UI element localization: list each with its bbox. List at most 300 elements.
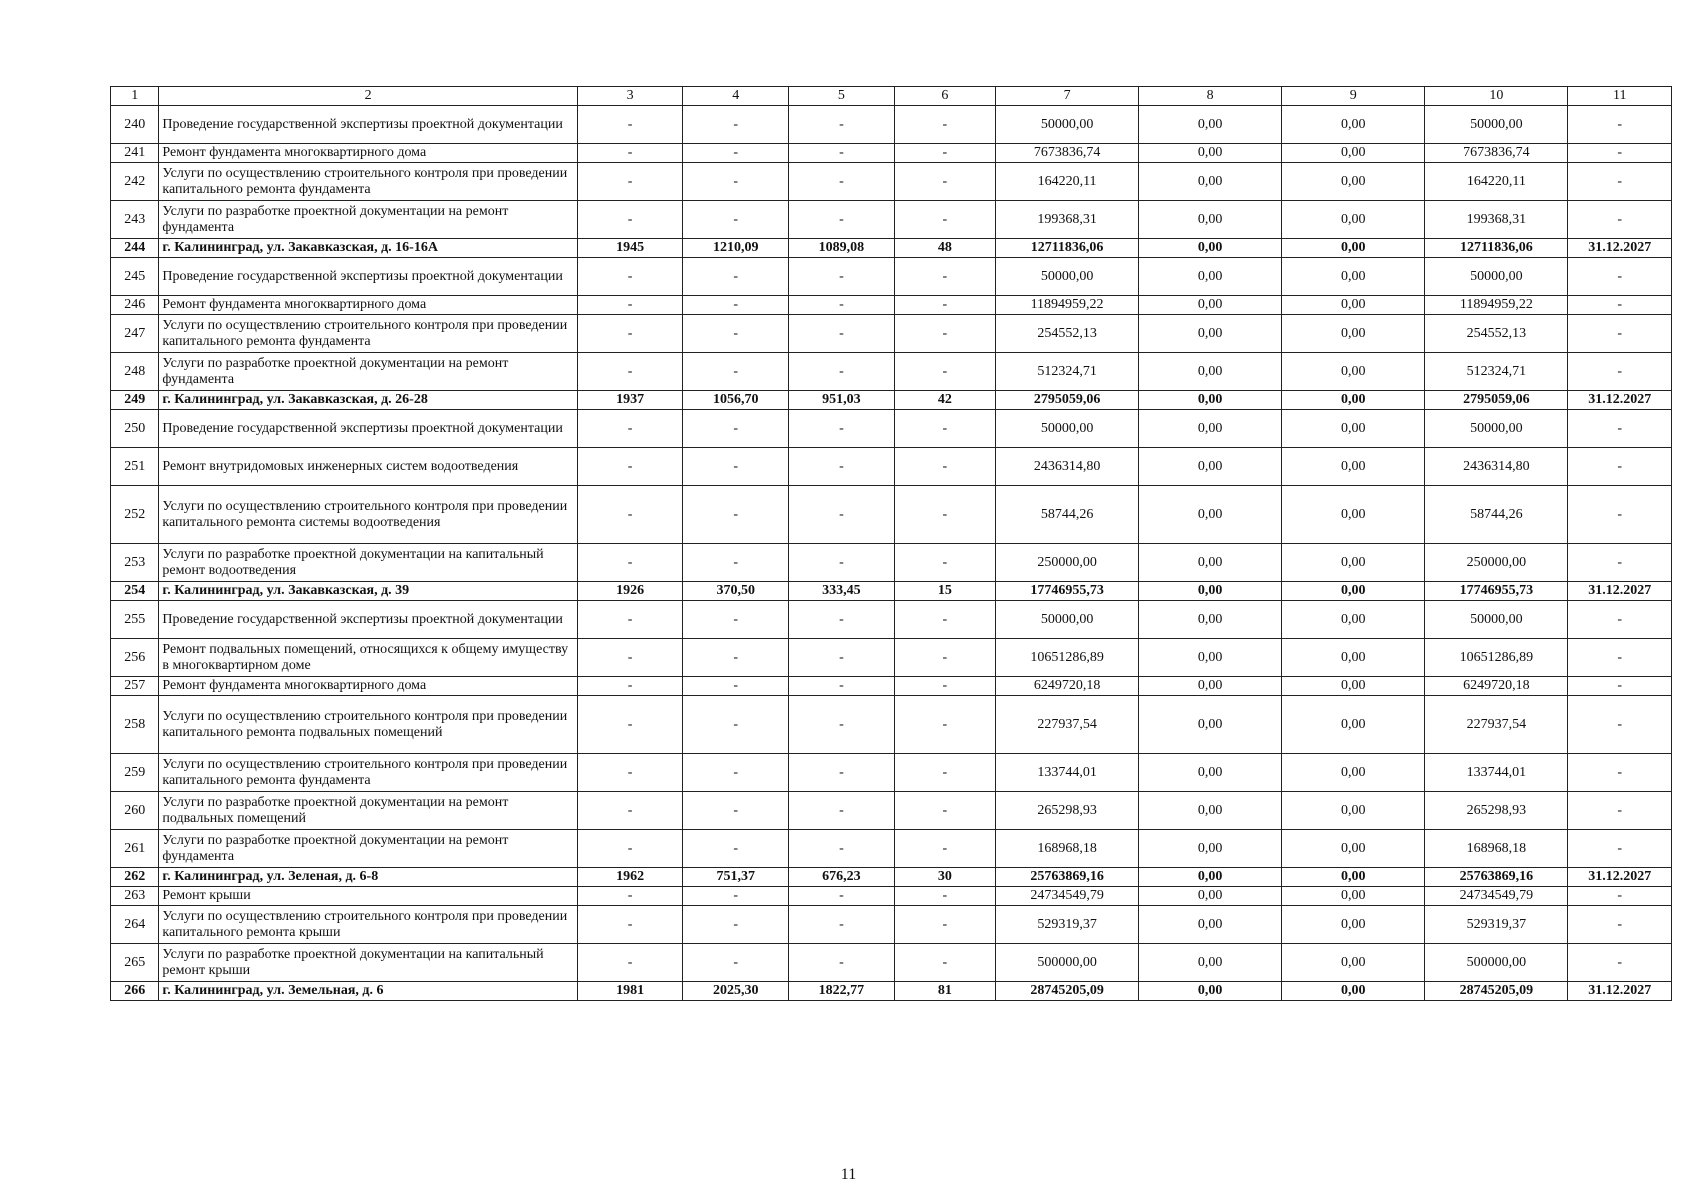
item-name: Ремонт внутридомовых инженерных систем водоотведения	[159, 448, 577, 486]
row-number: 249	[111, 391, 159, 410]
cost-col8-cell: 0,00	[1139, 696, 1282, 754]
cost-col8-cell: 0,00	[1139, 754, 1282, 792]
residents-cell: -	[894, 410, 995, 448]
work-item-row	[111, 106, 1672, 144]
area-living-cell: -	[789, 906, 895, 944]
deadline-cell: -	[1568, 353, 1672, 391]
year-cell: -	[577, 315, 683, 353]
row-number: 254	[111, 582, 159, 601]
deadline-cell: -	[1568, 792, 1672, 830]
row-number: 240	[111, 106, 159, 144]
cost-col8-cell: 0,00	[1139, 486, 1282, 544]
item-name: Услуги по осуществлению строительного контроля при проведении капитального ремонта системы водоотведения	[159, 486, 577, 544]
cost-col10-cell: 227937,54	[1425, 696, 1568, 754]
row-number: 258	[111, 696, 159, 754]
cost-col9-cell: 0,00	[1282, 106, 1425, 144]
cost-col10-cell: 199368,31	[1425, 201, 1568, 239]
row-number: 265	[111, 944, 159, 982]
item-name: Услуги по осуществлению строительного контроля при проведении капитального ремонта крыши	[159, 906, 577, 944]
area-total-cell: -	[683, 201, 789, 239]
work-item-row	[111, 296, 1672, 315]
row-number: 261	[111, 830, 159, 868]
residents-cell: -	[894, 258, 995, 296]
cost-col9-cell: 0,00	[1282, 944, 1425, 982]
cost-col10-cell: 529319,37	[1425, 906, 1568, 944]
column-header-2: 2	[159, 87, 577, 106]
row-number: 257	[111, 677, 159, 696]
item-name: Ремонт фундамента многоквартирного дома	[159, 296, 577, 315]
address-row	[111, 582, 1672, 601]
deadline-cell: 31.12.2027	[1568, 982, 1672, 1001]
column-header-6: 6	[894, 87, 995, 106]
work-item-row	[111, 486, 1672, 544]
deadline-cell: -	[1568, 296, 1672, 315]
cost-col9-cell: 0,00	[1282, 601, 1425, 639]
cost-col10-cell: 28745205,09	[1425, 982, 1568, 1001]
row-number: 241	[111, 144, 159, 163]
area-total-cell: 1056,70	[683, 391, 789, 410]
area-living-cell: -	[789, 696, 895, 754]
area-total-cell: -	[683, 353, 789, 391]
area-total-cell: -	[683, 315, 789, 353]
area-living-cell: 1822,77	[789, 982, 895, 1001]
work-item-row	[111, 601, 1672, 639]
cost-col8-cell: 0,00	[1139, 201, 1282, 239]
area-living-cell: -	[789, 639, 895, 677]
year-cell: 1981	[577, 982, 683, 1001]
year-cell: -	[577, 258, 683, 296]
cost-col10-cell: 58744,26	[1425, 486, 1568, 544]
cost-col9-cell: 0,00	[1282, 792, 1425, 830]
total-cost-cell: 2795059,06	[996, 391, 1139, 410]
cost-col10-cell: 11894959,22	[1425, 296, 1568, 315]
work-item-row	[111, 792, 1672, 830]
deadline-cell: -	[1568, 830, 1672, 868]
item-name: Проведение государственной экспертизы проектной документации	[159, 410, 577, 448]
area-total-cell: 751,37	[683, 868, 789, 887]
residents-cell: -	[894, 106, 995, 144]
year-cell: -	[577, 887, 683, 906]
cost-col9-cell: 0,00	[1282, 754, 1425, 792]
address-row	[111, 982, 1672, 1001]
total-cost-cell: 199368,31	[996, 201, 1139, 239]
cost-col10-cell: 12711836,06	[1425, 239, 1568, 258]
cost-col10-cell: 50000,00	[1425, 410, 1568, 448]
column-header-1: 1	[111, 87, 159, 106]
repair-schedule-table	[110, 86, 1672, 1001]
deadline-cell: -	[1568, 201, 1672, 239]
column-header-7: 7	[996, 87, 1139, 106]
deadline-cell: -	[1568, 106, 1672, 144]
address-row	[111, 391, 1672, 410]
residents-cell: -	[894, 201, 995, 239]
area-total-cell: -	[683, 163, 789, 201]
item-name: г. Калининград, ул. Закавказская, д. 39	[159, 582, 577, 601]
area-total-cell: 370,50	[683, 582, 789, 601]
area-living-cell: -	[789, 887, 895, 906]
area-total-cell: -	[683, 106, 789, 144]
deadline-cell: -	[1568, 258, 1672, 296]
total-cost-cell: 2436314,80	[996, 448, 1139, 486]
cost-col10-cell: 168968,18	[1425, 830, 1568, 868]
row-number: 262	[111, 868, 159, 887]
total-cost-cell: 50000,00	[996, 601, 1139, 639]
cost-col10-cell: 17746955,73	[1425, 582, 1568, 601]
column-header-11: 11	[1568, 87, 1672, 106]
cost-col10-cell: 2436314,80	[1425, 448, 1568, 486]
item-name: Проведение государственной экспертизы проектной документации	[159, 258, 577, 296]
area-living-cell: -	[789, 792, 895, 830]
year-cell: 1937	[577, 391, 683, 410]
address-row	[111, 868, 1672, 887]
area-living-cell: -	[789, 601, 895, 639]
deadline-cell: 31.12.2027	[1568, 239, 1672, 258]
work-item-row	[111, 754, 1672, 792]
cost-col10-cell: 133744,01	[1425, 754, 1568, 792]
cost-col8-cell: 0,00	[1139, 144, 1282, 163]
residents-cell: -	[894, 906, 995, 944]
year-cell: 1945	[577, 239, 683, 258]
cost-col9-cell: 0,00	[1282, 906, 1425, 944]
deadline-cell: 31.12.2027	[1568, 582, 1672, 601]
area-living-cell: -	[789, 106, 895, 144]
deadline-cell: -	[1568, 144, 1672, 163]
work-item-row	[111, 448, 1672, 486]
area-living-cell: -	[789, 410, 895, 448]
row-number: 266	[111, 982, 159, 1001]
item-name: Ремонт фундамента многоквартирного дома	[159, 677, 577, 696]
total-cost-cell: 254552,13	[996, 315, 1139, 353]
area-total-cell: -	[683, 696, 789, 754]
item-name: Услуги по разработке проектной документации на ремонт фундамента	[159, 830, 577, 868]
cost-col9-cell: 0,00	[1282, 486, 1425, 544]
deadline-cell: -	[1568, 944, 1672, 982]
area-total-cell: -	[683, 544, 789, 582]
area-living-cell: 333,45	[789, 582, 895, 601]
area-living-cell: -	[789, 486, 895, 544]
area-total-cell: -	[683, 944, 789, 982]
cost-col8-cell: 0,00	[1139, 239, 1282, 258]
residents-cell: -	[894, 677, 995, 696]
residents-cell: -	[894, 315, 995, 353]
area-total-cell: -	[683, 792, 789, 830]
residents-cell: 30	[894, 868, 995, 887]
item-name: Услуги по разработке проектной документации на ремонт фундамента	[159, 201, 577, 239]
cost-col9-cell: 0,00	[1282, 982, 1425, 1001]
row-number: 245	[111, 258, 159, 296]
residents-cell: -	[894, 944, 995, 982]
area-total-cell: -	[683, 906, 789, 944]
column-header-10: 10	[1425, 87, 1568, 106]
area-living-cell: 951,03	[789, 391, 895, 410]
item-name: Ремонт фундамента многоквартирного дома	[159, 144, 577, 163]
item-name: Услуги по осуществлению строительного контроля при проведении капитального ремонта подвальных помещений	[159, 696, 577, 754]
work-item-row	[111, 887, 1672, 906]
total-cost-cell: 28745205,09	[996, 982, 1139, 1001]
cost-col9-cell: 0,00	[1282, 696, 1425, 754]
area-living-cell: -	[789, 258, 895, 296]
area-total-cell: -	[683, 410, 789, 448]
cost-col10-cell: 250000,00	[1425, 544, 1568, 582]
cost-col9-cell: 0,00	[1282, 239, 1425, 258]
column-number-row	[111, 87, 1672, 106]
deadline-cell: -	[1568, 163, 1672, 201]
residents-cell: -	[894, 163, 995, 201]
deadline-cell: -	[1568, 696, 1672, 754]
total-cost-cell: 265298,93	[996, 792, 1139, 830]
area-total-cell: -	[683, 830, 789, 868]
total-cost-cell: 250000,00	[996, 544, 1139, 582]
item-name: г. Калининград, ул. Закавказская, д. 16-16А	[159, 239, 577, 258]
cost-col8-cell: 0,00	[1139, 544, 1282, 582]
cost-col9-cell: 0,00	[1282, 868, 1425, 887]
work-item-row	[111, 677, 1672, 696]
item-name: Услуги по разработке проектной документации на ремонт подвальных помещений	[159, 792, 577, 830]
work-item-row	[111, 906, 1672, 944]
year-cell: -	[577, 639, 683, 677]
row-number: 243	[111, 201, 159, 239]
item-name: Проведение государственной экспертизы проектной документации	[159, 601, 577, 639]
residents-cell: -	[894, 639, 995, 677]
year-cell: 1962	[577, 868, 683, 887]
item-name: Услуги по осуществлению строительного контроля при проведении капитального ремонта фундамента	[159, 754, 577, 792]
item-name: г. Калининград, ул. Зеленая, д. 6-8	[159, 868, 577, 887]
item-name: Проведение государственной экспертизы проектной документации	[159, 106, 577, 144]
year-cell: -	[577, 544, 683, 582]
cost-col8-cell: 0,00	[1139, 887, 1282, 906]
cost-col9-cell: 0,00	[1282, 544, 1425, 582]
area-total-cell: -	[683, 754, 789, 792]
area-living-cell: -	[789, 296, 895, 315]
total-cost-cell: 529319,37	[996, 906, 1139, 944]
cost-col10-cell: 24734549,79	[1425, 887, 1568, 906]
cost-col10-cell: 2795059,06	[1425, 391, 1568, 410]
year-cell: -	[577, 201, 683, 239]
area-living-cell: -	[789, 353, 895, 391]
total-cost-cell: 50000,00	[996, 258, 1139, 296]
area-living-cell: -	[789, 201, 895, 239]
area-living-cell: -	[789, 544, 895, 582]
cost-col10-cell: 6249720,18	[1425, 677, 1568, 696]
total-cost-cell: 168968,18	[996, 830, 1139, 868]
residents-cell: -	[894, 754, 995, 792]
address-row	[111, 239, 1672, 258]
area-living-cell: -	[789, 448, 895, 486]
cost-col9-cell: 0,00	[1282, 887, 1425, 906]
item-name: Услуги по разработке проектной документации на капитальный ремонт крыши	[159, 944, 577, 982]
cost-col10-cell: 25763869,16	[1425, 868, 1568, 887]
total-cost-cell: 512324,71	[996, 353, 1139, 391]
cost-col9-cell: 0,00	[1282, 315, 1425, 353]
cost-col9-cell: 0,00	[1282, 639, 1425, 677]
total-cost-cell: 50000,00	[996, 106, 1139, 144]
cost-col10-cell: 512324,71	[1425, 353, 1568, 391]
cost-col10-cell: 50000,00	[1425, 106, 1568, 144]
residents-cell: 48	[894, 239, 995, 258]
area-total-cell: -	[683, 601, 789, 639]
area-living-cell: -	[789, 144, 895, 163]
work-item-row	[111, 144, 1672, 163]
area-total-cell: -	[683, 296, 789, 315]
column-header-5: 5	[789, 87, 895, 106]
cost-col8-cell: 0,00	[1139, 315, 1282, 353]
year-cell: -	[577, 830, 683, 868]
row-number: 250	[111, 410, 159, 448]
year-cell: -	[577, 754, 683, 792]
page-number: 11	[840, 1166, 857, 1183]
cost-col8-cell: 0,00	[1139, 106, 1282, 144]
cost-col9-cell: 0,00	[1282, 582, 1425, 601]
total-cost-cell: 12711836,06	[996, 239, 1139, 258]
item-name: Ремонт крыши	[159, 887, 577, 906]
cost-col9-cell: 0,00	[1282, 353, 1425, 391]
column-header-8: 8	[1139, 87, 1282, 106]
area-living-cell: -	[789, 944, 895, 982]
deadline-cell: -	[1568, 410, 1672, 448]
residents-cell: -	[894, 486, 995, 544]
deadline-cell: -	[1568, 754, 1672, 792]
deadline-cell: -	[1568, 448, 1672, 486]
cost-col8-cell: 0,00	[1139, 601, 1282, 639]
total-cost-cell: 6249720,18	[996, 677, 1139, 696]
work-item-row	[111, 163, 1672, 201]
deadline-cell: 31.12.2027	[1568, 391, 1672, 410]
residents-cell: -	[894, 601, 995, 639]
work-item-row	[111, 944, 1672, 982]
residents-cell: 81	[894, 982, 995, 1001]
residents-cell: -	[894, 696, 995, 754]
year-cell: -	[577, 296, 683, 315]
residents-cell: -	[894, 544, 995, 582]
cost-col8-cell: 0,00	[1139, 448, 1282, 486]
cost-col8-cell: 0,00	[1139, 868, 1282, 887]
residents-cell: -	[894, 296, 995, 315]
cost-col8-cell: 0,00	[1139, 792, 1282, 830]
column-header-9: 9	[1282, 87, 1425, 106]
cost-col10-cell: 50000,00	[1425, 601, 1568, 639]
year-cell: -	[577, 486, 683, 544]
area-living-cell: 676,23	[789, 868, 895, 887]
cost-col9-cell: 0,00	[1282, 201, 1425, 239]
deadline-cell: -	[1568, 677, 1672, 696]
cost-col8-cell: 0,00	[1139, 353, 1282, 391]
cost-col9-cell: 0,00	[1282, 448, 1425, 486]
area-living-cell: -	[789, 315, 895, 353]
area-total-cell: -	[683, 144, 789, 163]
deadline-cell: -	[1568, 887, 1672, 906]
year-cell: -	[577, 944, 683, 982]
item-name: Услуги по осуществлению строительного контроля при проведении капитального ремонта фундамента	[159, 163, 577, 201]
residents-cell: -	[894, 887, 995, 906]
total-cost-cell: 500000,00	[996, 944, 1139, 982]
year-cell: -	[577, 906, 683, 944]
area-total-cell: -	[683, 677, 789, 696]
cost-col10-cell: 265298,93	[1425, 792, 1568, 830]
work-item-row	[111, 353, 1672, 391]
column-header-4: 4	[683, 87, 789, 106]
row-number: 263	[111, 887, 159, 906]
cost-col8-cell: 0,00	[1139, 982, 1282, 1001]
item-name: г. Калининград, ул. Закавказская, д. 26-28	[159, 391, 577, 410]
column-header-3: 3	[577, 87, 683, 106]
total-cost-cell: 50000,00	[996, 410, 1139, 448]
row-number: 252	[111, 486, 159, 544]
row-number: 256	[111, 639, 159, 677]
work-item-row	[111, 258, 1672, 296]
residents-cell: 15	[894, 582, 995, 601]
total-cost-cell: 7673836,74	[996, 144, 1139, 163]
cost-col8-cell: 0,00	[1139, 677, 1282, 696]
cost-col9-cell: 0,00	[1282, 677, 1425, 696]
deadline-cell: -	[1568, 544, 1672, 582]
year-cell: -	[577, 601, 683, 639]
year-cell: -	[577, 410, 683, 448]
area-living-cell: -	[789, 754, 895, 792]
cost-col8-cell: 0,00	[1139, 258, 1282, 296]
area-total-cell: -	[683, 639, 789, 677]
cost-col9-cell: 0,00	[1282, 391, 1425, 410]
deadline-cell: -	[1568, 639, 1672, 677]
cost-col8-cell: 0,00	[1139, 582, 1282, 601]
total-cost-cell: 164220,11	[996, 163, 1139, 201]
area-total-cell: -	[683, 448, 789, 486]
year-cell: -	[577, 163, 683, 201]
residents-cell: 42	[894, 391, 995, 410]
deadline-cell: -	[1568, 486, 1672, 544]
row-number: 255	[111, 601, 159, 639]
cost-col9-cell: 0,00	[1282, 258, 1425, 296]
year-cell: -	[577, 677, 683, 696]
deadline-cell: -	[1568, 315, 1672, 353]
row-number: 264	[111, 906, 159, 944]
cost-col10-cell: 164220,11	[1425, 163, 1568, 201]
cost-col8-cell: 0,00	[1139, 296, 1282, 315]
cost-col9-cell: 0,00	[1282, 163, 1425, 201]
cost-col8-cell: 0,00	[1139, 163, 1282, 201]
residents-cell: -	[894, 448, 995, 486]
item-name: Услуги по разработке проектной документации на капитальный ремонт водоотведения	[159, 544, 577, 582]
residents-cell: -	[894, 353, 995, 391]
row-number: 246	[111, 296, 159, 315]
cost-col10-cell: 10651286,89	[1425, 639, 1568, 677]
work-item-row	[111, 315, 1672, 353]
cost-col10-cell: 500000,00	[1425, 944, 1568, 982]
cost-col8-cell: 0,00	[1139, 944, 1282, 982]
total-cost-cell: 10651286,89	[996, 639, 1139, 677]
work-item-row	[111, 201, 1672, 239]
area-living-cell: -	[789, 830, 895, 868]
deadline-cell: -	[1568, 906, 1672, 944]
residents-cell: -	[894, 830, 995, 868]
row-number: 244	[111, 239, 159, 258]
area-total-cell: -	[683, 258, 789, 296]
area-living-cell: 1089,08	[789, 239, 895, 258]
area-total-cell: 1210,09	[683, 239, 789, 258]
work-item-row	[111, 544, 1672, 582]
cost-col8-cell: 0,00	[1139, 639, 1282, 677]
cost-col8-cell: 0,00	[1139, 410, 1282, 448]
cost-col9-cell: 0,00	[1282, 830, 1425, 868]
year-cell: -	[577, 792, 683, 830]
total-cost-cell: 133744,01	[996, 754, 1139, 792]
total-cost-cell: 227937,54	[996, 696, 1139, 754]
row-number: 248	[111, 353, 159, 391]
work-item-row	[111, 639, 1672, 677]
area-total-cell: -	[683, 486, 789, 544]
row-number: 253	[111, 544, 159, 582]
row-number: 242	[111, 163, 159, 201]
cost-col9-cell: 0,00	[1282, 144, 1425, 163]
